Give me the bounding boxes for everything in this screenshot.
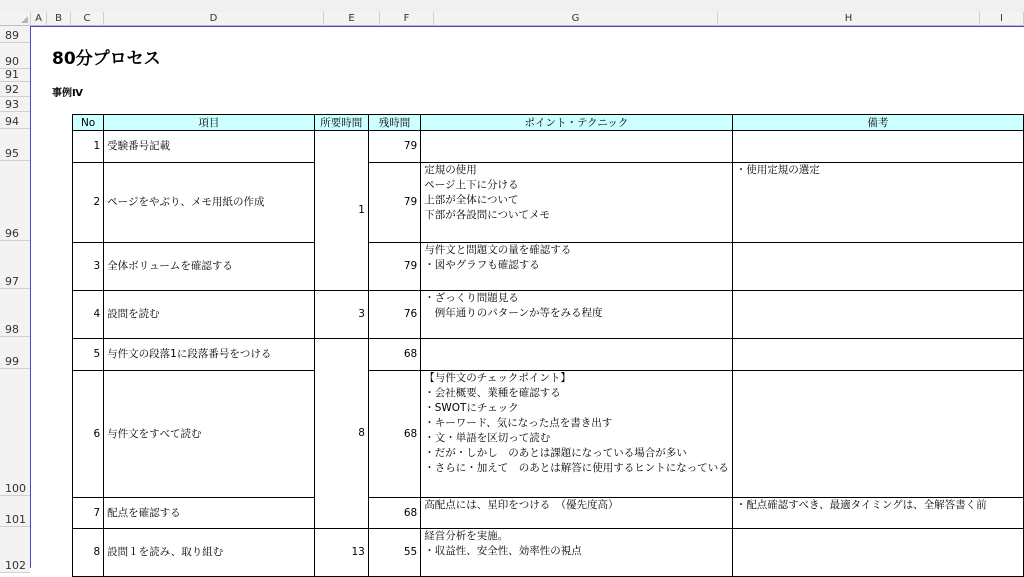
row-header-99[interactable]: 99 <box>0 337 30 369</box>
cell-remaining[interactable]: 79 <box>368 163 420 243</box>
point-line: 【与件文のチェックポイント】 <box>424 372 571 384</box>
table-row <box>73 243 1024 291</box>
row-header-101[interactable]: 101 <box>0 496 30 527</box>
table-header-row <box>73 115 1024 131</box>
header-item[interactable]: 項目 <box>104 115 315 131</box>
cell-item[interactable]: 全体ボリュームを確認する <box>104 243 315 291</box>
cell-points[interactable] <box>421 498 733 529</box>
cell-remaining[interactable]: 68 <box>368 371 420 498</box>
point-line: ・会社概要、業種を確認する <box>424 387 561 399</box>
point-line: ・ざっくり問題見る <box>424 292 519 304</box>
cell-notes[interactable] <box>732 529 1023 577</box>
select-all-triangle-icon <box>21 16 28 23</box>
table-row <box>73 498 1024 529</box>
freeze-pane-horizontal-line <box>31 26 1024 27</box>
column-header-bar <box>0 0 1024 26</box>
cell-points[interactable] <box>421 131 733 163</box>
cell-notes[interactable] <box>732 243 1023 291</box>
col-header-e[interactable]: E <box>324 12 380 26</box>
point-line: 例年通りのパターンか等をみる程度 <box>424 307 603 319</box>
cell-item[interactable]: 受験番号記載 <box>104 131 315 163</box>
table-row <box>73 291 1024 339</box>
table-row <box>73 163 1024 243</box>
cell-remaining[interactable]: 68 <box>368 498 420 529</box>
table-row <box>73 339 1024 371</box>
row-header-89[interactable]: 89 <box>0 26 30 43</box>
cell-points[interactable] <box>421 529 733 577</box>
cell-points[interactable] <box>421 291 733 339</box>
ribbon-edge <box>0 0 1024 12</box>
cell-notes[interactable] <box>732 291 1023 339</box>
cell-item[interactable]: 配点を確認する <box>104 498 315 529</box>
col-header-d[interactable]: D <box>104 12 324 26</box>
col-header-c[interactable]: C <box>71 12 104 26</box>
point-line: 下部が各設問についてメモ <box>424 209 550 221</box>
col-header-i[interactable]: I <box>980 12 1024 26</box>
col-header-f[interactable]: F <box>380 12 434 26</box>
cell-no[interactable]: 2 <box>73 163 104 243</box>
point-line: 高配点には、星印をつける （優先度高） <box>424 499 619 511</box>
cell-remaining[interactable]: 79 <box>368 131 420 163</box>
point-line: ・キーワード、気になった点を書き出す <box>424 417 613 429</box>
row-header-97[interactable]: 97 <box>0 241 30 289</box>
cell-no[interactable]: 1 <box>73 131 104 163</box>
col-header-h[interactable]: H <box>718 12 980 26</box>
point-line: ・収益性、安全性、効率性の視点 <box>424 545 582 557</box>
cell-no[interactable]: 8 <box>73 529 104 577</box>
row-header-100[interactable]: 100 <box>0 369 30 496</box>
cell-points[interactable] <box>421 339 733 371</box>
point-line: 定規の使用 <box>424 164 477 176</box>
cell-duration[interactable]: 13 <box>314 529 368 577</box>
point-line: ・SWOTにチェック <box>424 402 519 414</box>
cell-points[interactable] <box>421 243 733 291</box>
row-header-95[interactable]: 95 <box>0 129 30 161</box>
point-line: ・さらに・加えて のあとは解答に使用するヒントになっている <box>424 462 729 474</box>
row-header-93[interactable]: 93 <box>0 97 30 112</box>
row-header-98[interactable]: 98 <box>0 289 30 337</box>
cell-notes[interactable]: ・使用定規の選定 <box>732 163 1023 243</box>
table-row <box>73 529 1024 577</box>
cell-duration[interactable]: 8 <box>314 339 368 529</box>
row-header-90[interactable]: 90 <box>0 43 30 69</box>
cell-item[interactable]: 設問１を読み、取り組む <box>104 529 315 577</box>
header-no[interactable]: No <box>73 115 104 131</box>
row-header-91[interactable]: 91 <box>0 69 30 82</box>
row-header-102[interactable]: 102 <box>0 527 30 573</box>
row-header-96[interactable]: 96 <box>0 161 30 241</box>
point-line: ・文・単語を区切って読む <box>424 432 551 444</box>
row-header-92[interactable]: 92 <box>0 82 30 97</box>
cell-no[interactable]: 7 <box>73 498 104 529</box>
cell-duration[interactable]: 3 <box>314 291 368 339</box>
header-points[interactable]: ポイント・テクニック <box>421 115 733 131</box>
sheet-subtitle[interactable]: 事例Ⅳ <box>52 88 83 99</box>
point-line: ページ上下に分ける <box>424 179 519 191</box>
cell-notes[interactable] <box>732 131 1023 163</box>
table-row <box>73 131 1024 163</box>
cell-remaining[interactable]: 68 <box>368 339 420 371</box>
cell-item[interactable]: ページをやぶり、メモ用紙の作成 <box>104 163 315 243</box>
cell-item[interactable]: 与件文の段落1に段落番号をつける <box>104 339 315 371</box>
point-line: 与件文と問題文の量を確認する <box>424 244 572 256</box>
cell-no[interactable]: 4 <box>73 291 104 339</box>
header-notes[interactable]: 備考 <box>732 115 1023 131</box>
col-header-a[interactable]: A <box>31 12 47 26</box>
cell-item[interactable]: 与件文をすべて読む <box>104 371 315 498</box>
cell-notes[interactable] <box>732 371 1023 498</box>
col-header-b[interactable]: B <box>47 12 71 26</box>
process-table <box>72 114 1024 577</box>
cell-no[interactable]: 5 <box>73 339 104 371</box>
freeze-pane-vertical-line <box>30 26 31 568</box>
point-line: ・だが・しかし のあとは課題になっている場合が多い <box>424 447 687 459</box>
cell-remaining[interactable]: 76 <box>368 291 420 339</box>
cell-no[interactable]: 3 <box>73 243 104 291</box>
point-line: ・図やグラフも確認する <box>424 259 540 271</box>
point-line: 経営分析を実施。 <box>424 530 509 542</box>
cell-item[interactable]: 設問を読む <box>104 291 315 339</box>
cell-points[interactable] <box>421 163 733 243</box>
col-header-g[interactable]: G <box>434 12 718 26</box>
header-duration[interactable]: 所要時間 <box>314 115 368 131</box>
table-row <box>73 371 1024 498</box>
header-remaining[interactable]: 残時間 <box>368 115 420 131</box>
cell-points[interactable] <box>421 371 733 498</box>
select-all-corner[interactable] <box>0 12 31 26</box>
cell-notes[interactable]: ・配点確認すべき、最適タイミングは、全解答書く前 <box>732 498 1023 529</box>
cell-notes[interactable] <box>732 339 1023 371</box>
sheet-title[interactable]: 80分プロセス <box>52 49 161 69</box>
point-line: 上部が全体について <box>424 194 519 206</box>
cell-remaining[interactable]: 79 <box>368 243 420 291</box>
row-header-94[interactable]: 94 <box>0 112 30 129</box>
cell-duration[interactable]: 1 <box>314 131 368 291</box>
cell-no[interactable]: 6 <box>73 371 104 498</box>
cell-remaining[interactable]: 55 <box>368 529 420 577</box>
